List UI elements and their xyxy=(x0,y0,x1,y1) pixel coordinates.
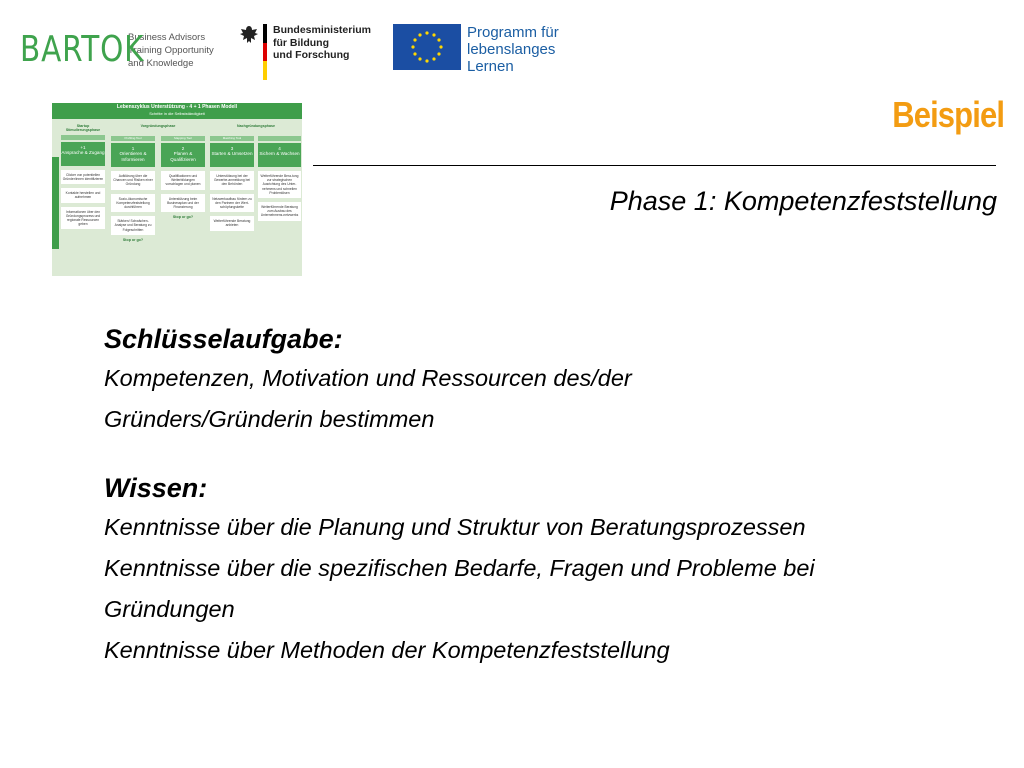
phase-model-diagram xyxy=(52,103,302,276)
diagram-phase-0: Startup Stimulierungsphase +1 Ansprache & Zugang Clicker von potentiellen Gründer/innen identifizieren Kontakte herstellen und aufnehmen Informationen über den Gründungsprozess und regionale Ressourcen geben xyxy=(61,124,105,229)
diagram-card: Weiterführende Beratung anbieten xyxy=(210,216,254,230)
section-heading-task: Schlüsselaufgabe: xyxy=(104,324,343,354)
section-line: Kenntnisse über die Planung und Struktur von Beratungsprozessen xyxy=(104,514,806,540)
phase-title: Phase 1: Kompetenzfeststellung xyxy=(609,186,997,216)
bartok-logo xyxy=(20,28,214,72)
diagram-card: Netzwerkaufbau fördern zu den Partnern der Wert-schöpfungskette xyxy=(210,194,254,213)
diagram-group-pre: Vorgründungsphase xyxy=(140,124,176,128)
diagram-phase-3 xyxy=(210,134,254,231)
diagram-card: Sozio-ökonomische Kompetenzfeststellung durchführen xyxy=(111,194,155,213)
diagram-card: Kontakte herstellen und aufnehmen xyxy=(61,188,105,202)
eu-programme-name: Programm für lebenslanges Lernen xyxy=(467,24,559,75)
diagram-phase-4 xyxy=(258,134,301,221)
diagram-phases xyxy=(52,124,302,274)
diagram-group-post: Nachgründungsphase xyxy=(237,124,275,128)
diagram-tool-bar: Profiling Tool xyxy=(111,136,155,141)
section-line: Kompetenzen, Motivation und Ressourcen des/der xyxy=(104,365,632,391)
diagram-phase-box: 2 Planen & Qualifizieren xyxy=(161,143,205,167)
bmbf-logo xyxy=(238,24,371,84)
section-line: Gründers/Gründerin bestimmen xyxy=(104,406,435,432)
diagram-card: Clicker von potentiellen Gründer/innen identifizieren xyxy=(61,170,105,184)
slide-body xyxy=(104,320,1004,671)
diagram-phase-1 xyxy=(111,134,155,242)
eu-programme-logo xyxy=(393,24,559,75)
diagram-stop-label: Stop or go? xyxy=(122,237,144,242)
german-flag-bar xyxy=(263,24,267,80)
diagram-card: Weiterführende Beratung zum Ausbau des Unternehmens-netzwerks xyxy=(258,202,301,221)
example-label: Beispiel xyxy=(892,94,1004,135)
diagram-header: Lebenszyklus Unterstützung - 4 + 1 Phasen Modell Schritte in die Selbstständigkeit xyxy=(52,103,302,119)
eu-flag-icon xyxy=(393,24,461,70)
diagram-card: Qualifikationen und Weiterbildungen vorschlagen und planen xyxy=(161,171,205,190)
section-line: Gründungen xyxy=(104,596,235,622)
section-heading-knowledge: Wissen: xyxy=(104,473,208,503)
title-rule xyxy=(313,165,996,166)
diagram-tool-bar xyxy=(61,135,105,140)
diagram-phase-box: 4 Sichern & Wachsen xyxy=(258,143,301,167)
bmbf-name: Bundesministerium für Bildung und Forschung xyxy=(273,24,372,61)
diagram-card: Aufklärung über die Chancen und Risiken einer Gründung xyxy=(111,171,155,190)
diagram-card: Unterstützung beim Businessplan und der Finanzierung xyxy=(161,194,205,213)
diagram-card: Weiterführende Bera-tung zur strategischen Ausrichtung des Unter-nehmens und schnellen Problemlösen xyxy=(258,171,301,198)
diagram-card: Informationen über den Gründungsprozess und regionale Ressourcen geben xyxy=(61,207,105,230)
diagram-tool-bar xyxy=(258,136,301,141)
bartok-tagline: Business Advisors Training Opportunity and Knowledge xyxy=(128,31,214,69)
diagram-phase-2 xyxy=(161,134,205,219)
section-line: Kenntnisse über die spezifischen Bedarfe, Fragen und Probleme bei xyxy=(104,555,815,581)
diagram-phase-box: 3 Starten & Umsetzen xyxy=(210,143,254,167)
eagle-icon xyxy=(238,24,260,46)
diagram-card: Stärken/ Schwächen-Analyse und Beratung zu Folgeschritten xyxy=(111,216,155,235)
diagram-phase-box: 1 Orientieren & Informieren xyxy=(111,143,155,167)
diagram-card: Unterstützung bei der Gewerbe-anmeldung bei den Behörden xyxy=(210,171,254,190)
bartok-wordmark: BARTOK xyxy=(20,29,145,70)
section-gap xyxy=(104,440,1004,469)
diagram-stop-label: Stop or go? xyxy=(172,215,194,220)
section-line: Kenntnisse über Methoden der Kompetenzfeststellung xyxy=(104,637,670,663)
diagram-tool-bar: Matching Tool xyxy=(210,136,254,141)
diagram-phase-box: +1 Ansprache & Zugang xyxy=(61,142,105,166)
diagram-tool-bar: Mapping Tool xyxy=(161,136,205,141)
